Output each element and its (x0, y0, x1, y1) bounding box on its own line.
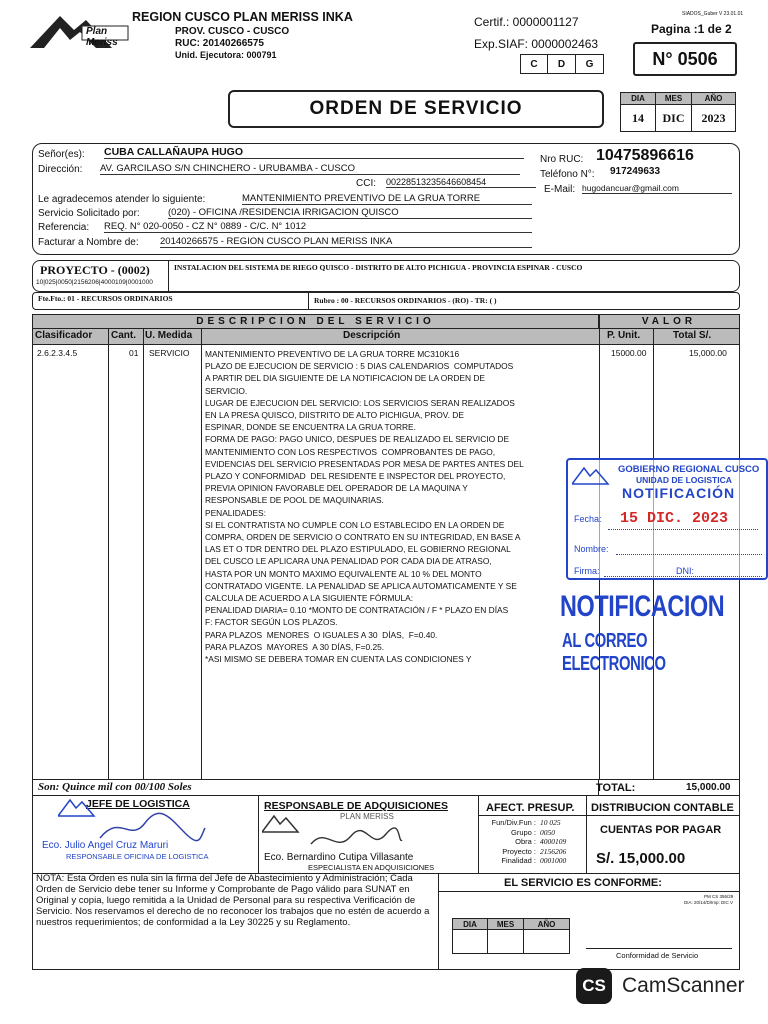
exp-siaf: Exp.SIAF: 0000002463 (474, 37, 599, 51)
conforme-tiny1: PM CS 356/29 (704, 894, 734, 899)
stamp-title: NOTIFICACIÓN (622, 485, 736, 501)
cci-value: 00228513235646608454 (386, 177, 536, 188)
col-cant: Cant. (111, 330, 136, 341)
proyecto-label: PROYECTO - (0002) (40, 263, 150, 277)
direccion-value: AV. GARCILASO S/N CHINCHERO - URUBAMBA - CUSCO (100, 163, 520, 175)
desc-line: PREVIA OPINION FAVORABLE DEL OPERADOR DE LA MAQUINA Y (205, 483, 468, 494)
jefe-name: Eco. Julio Angel Cruz Maruri (42, 840, 169, 851)
tiny-code: SIADOS_Guber V 23.01.01 (682, 11, 744, 17)
ruc-label: Nro RUC: (540, 154, 584, 165)
stamp-line1: GOBIERNO REGIONAL CUSCO (618, 464, 760, 475)
stamp-line2: UNIDAD DE LOGISTICA (636, 475, 732, 485)
desc-line: CONTRATADO VIGENTE. LA PENALIDAD SE APLICA AUTOMATICAMENTE Y SE (205, 580, 517, 591)
resp-stamp-text: PLAN MERISS (340, 812, 394, 821)
presup-label-line (478, 815, 586, 816)
vline-1 (108, 329, 109, 779)
desc-line: PARA PLAZOS MAYORES A 30 DÍAS, F=0.25. (205, 641, 385, 652)
conforme-label-ano: AÑO (524, 918, 570, 930)
presup-key: Grupo : (510, 827, 536, 837)
servicio-label: Servicio Solicitado por: (38, 208, 140, 219)
cdg-boxes (520, 54, 604, 74)
desc-line: PLAZO Y CONFORMIDAD DEL RESIDENTE E INSPECTOR DEL PROYECTO, (205, 471, 506, 482)
senor-label: Señor(es): (38, 149, 85, 160)
stamp-nombre-label: Nombre: (574, 544, 609, 554)
facturar-label: Facturar a Nombre de: (38, 237, 139, 248)
pagina: Pagina :1 de 2 (651, 22, 732, 36)
rubro: Rubro : 00 - RECURSOS ORDINARIOS - (RO) - TR: ( ) (314, 296, 497, 305)
desc-line: FORMA DE PAGO: PAGO UNICO, DESPUES DE REALIZADO EL SERVICIO DE (205, 434, 510, 445)
presup-val: 0050 (540, 827, 555, 837)
desc-line: F: FACTOR SEGÚN LOS PLAZOS. (205, 617, 338, 628)
conforme-footer: Conformidad de Servicio (616, 951, 699, 960)
desc-line: RESPONSABLE DE POOL DE MAQUINARIAS. (205, 495, 384, 506)
total-label: TOTAL: (596, 782, 636, 794)
col-umedida: U. Medida (145, 330, 193, 341)
org-prov: PROV. CUSCO - CUSCO (175, 26, 290, 37)
contable-label: DISTRIBUCION CONTABLE (591, 802, 734, 814)
row-total: 15,000.00 (689, 348, 727, 358)
group-valor-header: VALOR (599, 315, 739, 329)
desc-line: PENALIDAD DIARIA= 0.10 *MONTO DE CONTRATACIÓN / F * PLAZO EN DÍAS (205, 605, 509, 616)
conforme-tiny2: DIA: 20/14/D/Imp: DIC V (684, 900, 734, 905)
logo (30, 12, 130, 50)
resp-stamp-logo-icon (262, 812, 302, 834)
row-punit: 15000.00 (611, 348, 647, 358)
order-number: N° 0506 (633, 42, 737, 76)
logo-text: Plan Meriss (86, 26, 118, 48)
senor-value: CUBA CALLAÑAUPA HUGO (104, 146, 524, 159)
conforme-ano-input[interactable] (524, 930, 570, 954)
fecha-label-ano: AÑO (692, 92, 736, 105)
stamp-fecha-label: Fecha: (574, 514, 602, 524)
fte-fto: Fte.Fto.: 01 - RECURSOS ORDINARIOS (38, 294, 173, 303)
vline-3 (201, 329, 202, 779)
col-clasificador: Clasificador (35, 330, 93, 341)
ruc-value: 10475896616 (596, 147, 694, 164)
row-cant: 01 (129, 348, 139, 358)
conforme-sign-line (586, 948, 732, 949)
conforme-title: EL SERVICIO ES CONFORME: (504, 877, 662, 889)
group-desc-header: DESCRIPCION DEL SERVICIO (33, 315, 599, 329)
proyecto-desc: INSTALACION DEL SISTEMA DE RIEGO QUISCO - DISTRITO DE ALTO PICHIGUA - PROVINCIA ESPINAR - CUSCO (174, 263, 583, 272)
stamp-dni-label: DNI: (676, 566, 694, 576)
nota-divider (438, 874, 439, 970)
presup-key: Obra : (515, 837, 536, 846)
desc-line: LAS ET O TDR DENTRO DEL PLAZO ESTIPULADO, EL GOBIERNO REGIONAL (205, 544, 511, 555)
total-value: 15,000.00 (686, 782, 731, 793)
jefe-role: RESPONSABLE OFICINA DE LOGISTICA (66, 852, 209, 861)
jefe-label: JEFE DE LOGISTICA (86, 798, 190, 810)
desc-line: COMPRA, ORDEN DE SERVICIO O CONTRATO EN SU INTEGRIDAD, EN BASE A (205, 532, 521, 543)
resp-label: RESPONSABLE DE ADQUISICIONES (264, 800, 448, 812)
proyecto-divider (168, 260, 169, 292)
column-headers-row (33, 329, 739, 345)
fecha-table (620, 92, 736, 132)
stamp-fecha-line (608, 529, 758, 530)
stamp-firma-line (604, 576, 762, 577)
stamp-logo-icon (572, 464, 612, 486)
desc-line: PARA PLAZOS MENORES O IGUALES A 30 DÍAS, F=0.40. (205, 629, 438, 640)
vline-2 (143, 329, 144, 779)
conforme-label-dia: DIA (452, 918, 488, 930)
resp-role: ESPECIALISTA EN ADQUISICIONES (308, 863, 435, 872)
email-value: hugodancuar@gmail.com (582, 183, 732, 194)
conforme-dia-input[interactable] (452, 930, 488, 954)
correo-stamp-line2: AL CORREO ELECTRONICO (562, 630, 666, 675)
stamp-firma-label: Firma: (574, 566, 600, 576)
desc-line: SERVICIO. (205, 385, 248, 396)
fecha-dia: 14 (620, 105, 656, 132)
contable-monto: S/. 15,000.00 (596, 850, 686, 867)
facturar-value: 20140266575 - REGION CUSCO PLAN MERISS INKA (160, 236, 532, 248)
description-block (205, 348, 595, 665)
camscanner-label: CamScanner (622, 974, 745, 997)
fecha-label-mes: MES (656, 92, 692, 105)
fecha-mes: DIC (656, 105, 692, 132)
presup-val: 2156206 (540, 846, 567, 856)
cdg-c: C (520, 54, 548, 74)
presup-label: AFECT. PRESUP. (486, 802, 575, 814)
desc-line: EVIDENCIAS DEL SERVICIO PRESENTADAS POR MESA DE PARTES ANTES DEL (205, 458, 524, 469)
telefono-label: Teléfono N°: (540, 169, 595, 180)
contable-divider (586, 796, 587, 874)
org-unid: Unid. Ejecutora: 000791 (175, 50, 277, 60)
fecha-ano: 2023 (692, 105, 736, 132)
desc-line: LUGAR DE EJECUCION DEL SERVICIO: LOS SERVICIOS SERAN REALIZADOS (205, 397, 515, 408)
conforme-mes-input[interactable] (488, 930, 524, 954)
fte-divider (308, 292, 309, 310)
contable-label-line (586, 815, 740, 816)
certif: Certif.: 0000001127 (474, 15, 579, 29)
desc-line: EN LA PRESA QUISCO, DIISTRITO DE ALTO PICHIGUA, PROV. DE (205, 410, 464, 421)
conforme-title-line (438, 891, 740, 892)
cdg-g: G (576, 54, 604, 74)
direccion-label: Dirección: (38, 164, 83, 175)
servicio-value: (020) - OFICINA /RESIDENCIA IRRIGACION QUISCO (168, 207, 532, 219)
desc-line: DEL CUSCO LE APLICARA UNA PENALIDAD POR CADA DIA DE ATRASO, (205, 556, 492, 567)
resp-name: Eco. Bernardino Cutipa Villasante (264, 852, 414, 863)
camscanner-watermark (576, 968, 745, 1004)
desc-line: PENALIDADES: (205, 507, 266, 518)
agradecemos-value: MANTENIMIENTO PREVENTIVO DE LA GRUA TORRE (242, 193, 532, 205)
presup-key: Fun/Div.Fun : (491, 818, 536, 827)
son-text: Son: Quince mil con 00/100 Soles (38, 781, 192, 793)
org-ruc: RUC: 20140266575 (175, 38, 264, 49)
presup-key: Proyecto : (502, 846, 536, 856)
desc-line: HASTA POR UN MONTO MAXIMO EQUIVALENTE AL 10 % DEL MONTO (205, 568, 482, 579)
row-umedida: SERVICIO (149, 348, 190, 358)
presup-rows (480, 818, 584, 866)
notificacion-stamp (566, 458, 768, 580)
presup-divider (478, 796, 479, 874)
presup-val: 0001000 (540, 856, 567, 865)
nota-text: NOTA: Esta Orden es nula sin la firma del Jefe de Abastecimiento y Administración; Cada Orden de Servicio debe tener su Informe y Comprobante de Pago válido para SUNAT en Original y copia, luego remitida a la Unidad de Personal para su respectiva Verificación de Servicio. Nos reservamos el derecho de no reconocer los trabajos que no estén de acuerdo a nuestros requerimientos; de conformidad a la Ley 30225 y su Reglamento. (36, 873, 430, 928)
camscanner-icon: CS (576, 968, 612, 1004)
desc-line: MANTENIMIENTO PREVENTIVO DE LA GRUA TORRE MC310K16 (205, 349, 460, 359)
col-punit: P. Unit. (607, 330, 641, 341)
email-label: E-Mail: (544, 184, 576, 195)
desc-line: ESPINAR, DONDE SE ENCUENTRA LA GRUA TORRE. (205, 422, 416, 433)
stamp-fecha-value: 15 DIC. 2023 (620, 510, 729, 527)
desc-line: SI EL CONTRATISTA NO CUMPLE CON LO ESTABLECIDO EN LA ORDEN DE (205, 519, 505, 530)
proyecto-codes: 10|025|0050|2156206|4000109|0001000 (36, 279, 153, 286)
firmas-divider (258, 796, 259, 874)
agradecemos-label: Le agradecemos atender lo siguiente: (38, 194, 206, 205)
contable-cuentas: CUENTAS POR PAGAR (600, 824, 722, 836)
conforme-label-mes: MES (488, 918, 524, 930)
org-name: REGION CUSCO PLAN MERISS INKA (132, 10, 353, 24)
desc-line: MANTENIMIENTO CON LOS RESPECTIVOS COMPROBANTES DE PAGO, (205, 446, 496, 457)
fecha-label-dia: DIA (620, 92, 656, 105)
cci-label: CCI: (356, 178, 376, 189)
telefono-value: 917249633 (610, 166, 661, 177)
presup-val: 10 025 (540, 818, 561, 827)
page-title: ORDEN DE SERVICIO (228, 90, 604, 128)
row-clasificador: 2.6.2.3.4.5 (37, 348, 78, 358)
referencia-label: Referencia: (38, 222, 90, 233)
desc-line: *ASI MISMO SE DEBERA TOMAR EN CUENTA LAS CONDICIONES Y (205, 654, 472, 665)
col-total: Total S/. (673, 330, 712, 341)
correo-stamp-line1: NOTIFICACION (560, 590, 725, 623)
desc-line: A PARTIR DEL DIA SIGUIENTE DE LA NOTIFICACION DE LA ORDEN DE (205, 373, 486, 384)
desc-line: PLAZO DE EJECUCION DE SERVICIO : 5 DIAS CALENDARIOS COMPUTADOS (205, 361, 514, 372)
presup-key: Finalidad : (501, 856, 536, 865)
conforme-date-table (452, 918, 570, 954)
stamp-nombre-line (616, 554, 762, 555)
col-descripcion: Descripción (343, 330, 401, 341)
cdg-d: D (548, 54, 576, 74)
desc-line: CALCULA DE ACUERDO A LA SIGUIENTE FÓRMULA: (205, 593, 414, 604)
presup-val: 4000109 (540, 837, 567, 846)
referencia-value: REQ. N° 020-0050 - CZ N° 0889 - C/C. N° 1012 (104, 221, 532, 233)
